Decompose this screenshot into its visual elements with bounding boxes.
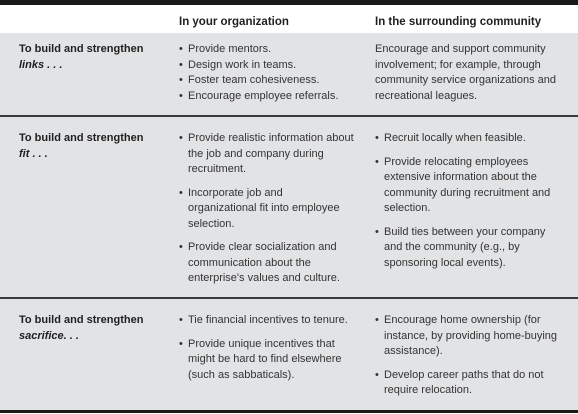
header-organization: In your organization	[179, 16, 289, 28]
list-item: • Encourage home ownership (for instance, by providing home-buying assistance).	[375, 313, 560, 360]
list-item: • Incorporate job and organizational fit into employee selection.	[179, 186, 354, 233]
header-community: In the surrounding community	[375, 16, 542, 28]
row-label-prefix: To build and strengthen	[19, 314, 144, 326]
list-item: • Provide relocating employees extensive information about the community during recruitment and selection.	[375, 155, 560, 217]
row-label-term: sacrifice. . .	[19, 329, 79, 342]
list-item: • Provide mentors.	[179, 42, 359, 58]
row-label-fit	[19, 131, 169, 162]
cell-links-organization	[179, 42, 359, 104]
list-item: • Provide clear socialization and communication about the enterprise's values and culture.	[179, 240, 354, 287]
list-item: • Encourage employee referrals.	[179, 89, 359, 105]
list-item: • Build ties between your company and the community (e.g., by sponsoring local events).	[375, 225, 560, 272]
cell-fit-organization	[179, 131, 354, 287]
cell-links-community: Encourage and support community involvement; for example, through community service organizations and recreational leagues.	[375, 43, 556, 102]
bottom-rule	[0, 410, 578, 413]
cell-sacrifice-community	[375, 313, 560, 399]
row-label-prefix: To build and strengthen	[19, 132, 144, 144]
row-label-term: fit . . .	[19, 147, 48, 160]
list-item: • Provide realistic information about the job and company during recruitment.	[179, 131, 354, 178]
list-item: • Foster team cohesiveness.	[179, 73, 359, 89]
table-header	[0, 5, 578, 33]
row-label-prefix: To build and strengthen	[19, 43, 144, 55]
cell-fit-community	[375, 131, 560, 271]
row-label-links	[19, 42, 169, 73]
row-label-sacrifice	[19, 313, 169, 344]
list-item: • Tie financial incentives to tenure.	[179, 313, 359, 329]
list-item: • Provide unique incentives that might be hard to find elsewhere (such as sabbaticals).	[179, 337, 359, 384]
list-item: • Recruit locally when feasible.	[375, 131, 560, 147]
row-label-term: links . . .	[19, 58, 63, 71]
list-item: • Design work in teams.	[179, 58, 359, 74]
list-item: • Develop career paths that do not require relocation.	[375, 368, 560, 399]
cell-sacrifice-organization	[179, 313, 359, 383]
